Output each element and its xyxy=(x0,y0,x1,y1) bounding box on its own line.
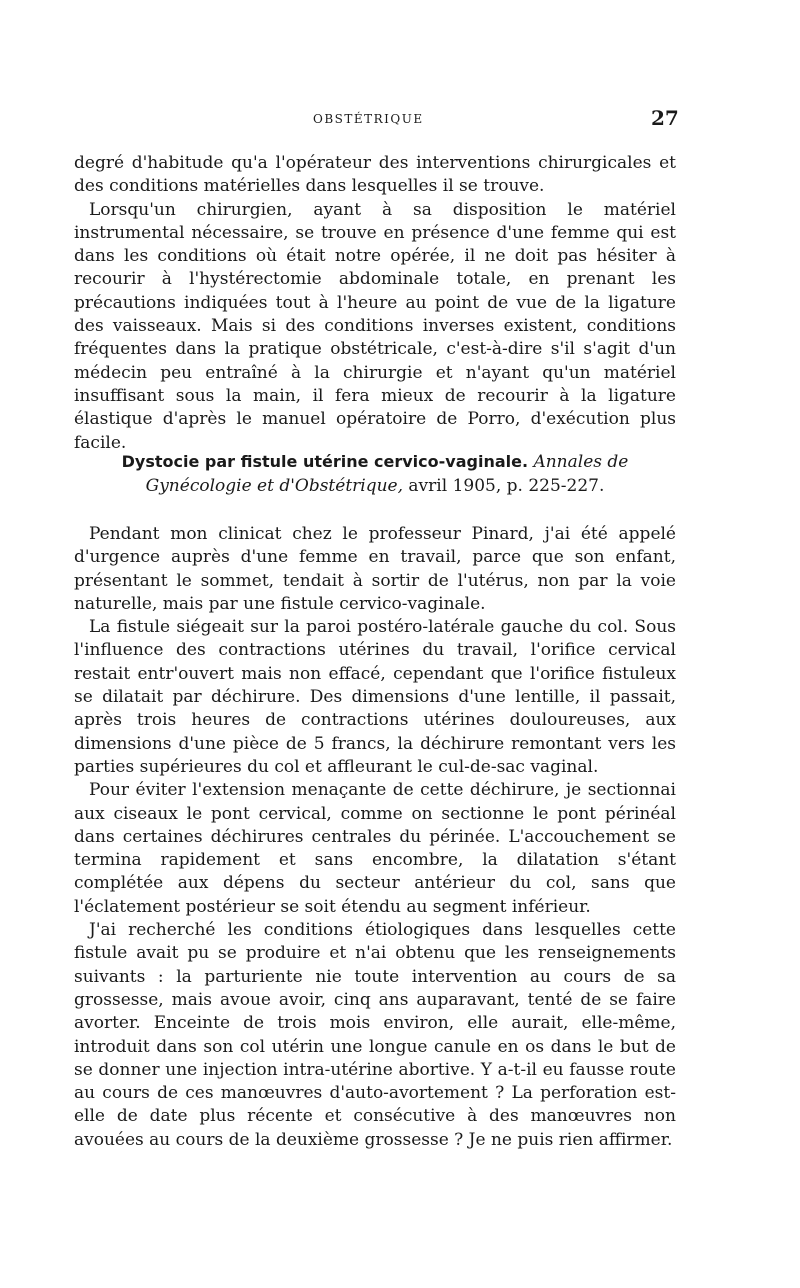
paragraph: Pour éviter l'extension menaçante de cette déchirure, je sectionnai aux ciseaux le pont cervical, comme on sectionne le pont périnéal dans certaines déchirures centrales du périnée. L'accouchement se termina rapidement et sans encombre, la dilatation s'étant complétée aux dépens du secteur antérieur du col, sans que l'éclatement postérieur se soit étendu au segment inférieur. xyxy=(74,780,676,917)
page-number: 27 xyxy=(651,106,679,130)
journal-name: Annales de Gynécologie et d'Obstétrique, xyxy=(145,452,629,496)
paragraph: J'ai recherché les conditions étiologiques dans lesquelles cette fistule avait pu se produire et n'ai obtenu que les renseignements suivants : la parturiente nie toute intervention au cours de sa grossesse, mais avoue avoir, cinq ans auparavant, tenté de se faire avorter. Enceinte de trois mois environ, elle aurait, elle-même, introduit dans son col utérin une longue canule en os dans le but de se donner une injection intra-utérine abortive. Y a-t-il eu fausse route au cours de ces manœuvres d'auto-avortement ? La perforation est-elle de date plus récente et consécutive à des manœuvres non avouées au cours de la deuxième grossesse ? Je ne puis rien affirmer. xyxy=(74,920,676,1150)
paragraph: degré d'habitude qu'a l'opérateur des interventions chirurgicales et des conditions matérielles dans lesquelles il se trouve. xyxy=(74,153,676,197)
continuation-text xyxy=(74,152,676,455)
running-title: OBSTÉTRIQUE xyxy=(313,112,424,126)
citation-details: avril 1905, p. 225-227. xyxy=(408,476,605,496)
paragraph: Pendant mon clinicat chez le professeur Pinard, j'ai été appelé d'urgence auprès d'une femme en travail, parce que son enfant, présentant le sommet, tendait à sortir de l'utérus, non par la voie naturelle, mais par une fistule cervico-vaginale. xyxy=(74,524,676,614)
paragraph: Lorsqu'un chirurgien, ayant à sa disposition le matériel instrumental nécessaire, se trouve en présence d'une femme qui est dans les conditions où était notre opérée, il ne doit pas hésiter à recourir à l'hystérectomie abdominale totale, en prenant les précautions indiquées tout à l'heure au point de vue de la ligature des vaisseaux. Mais si des conditions inverses existent, conditions fréquentes dans la pratique obstétricale, c'est-à-dire s'il s'agit d'un médecin peu entraîné à la chirurgie et n'ayant qu'un matériel insuffisant sous la main, il fera mieux de recourir à la ligature élastique d'après le manuel opératoire de Porro, d'exécution plus facile. xyxy=(74,199,676,453)
paragraph: La fistule siégeait sur la paroi postéro-latérale gauche du col. Sous l'influence des contractions utérines du travail, l'orifice cervical restait entr'ouvert mais non effacé, cependant que l'orifice fistuleux se dilatait par déchirure. Des dimensions d'une lentille, il passait, après trois heures de contractions utérines douloureuses, aux dimensions d'une pièce de 5 francs, la déchirure remontant vers les parties supérieures du col et affleurant le cul-de-sac vaginal. xyxy=(74,617,676,777)
article-body xyxy=(74,523,676,1152)
article-title: Dystocie par fistule utérine cervico-vaginale. xyxy=(121,452,529,471)
article-heading xyxy=(74,450,676,498)
